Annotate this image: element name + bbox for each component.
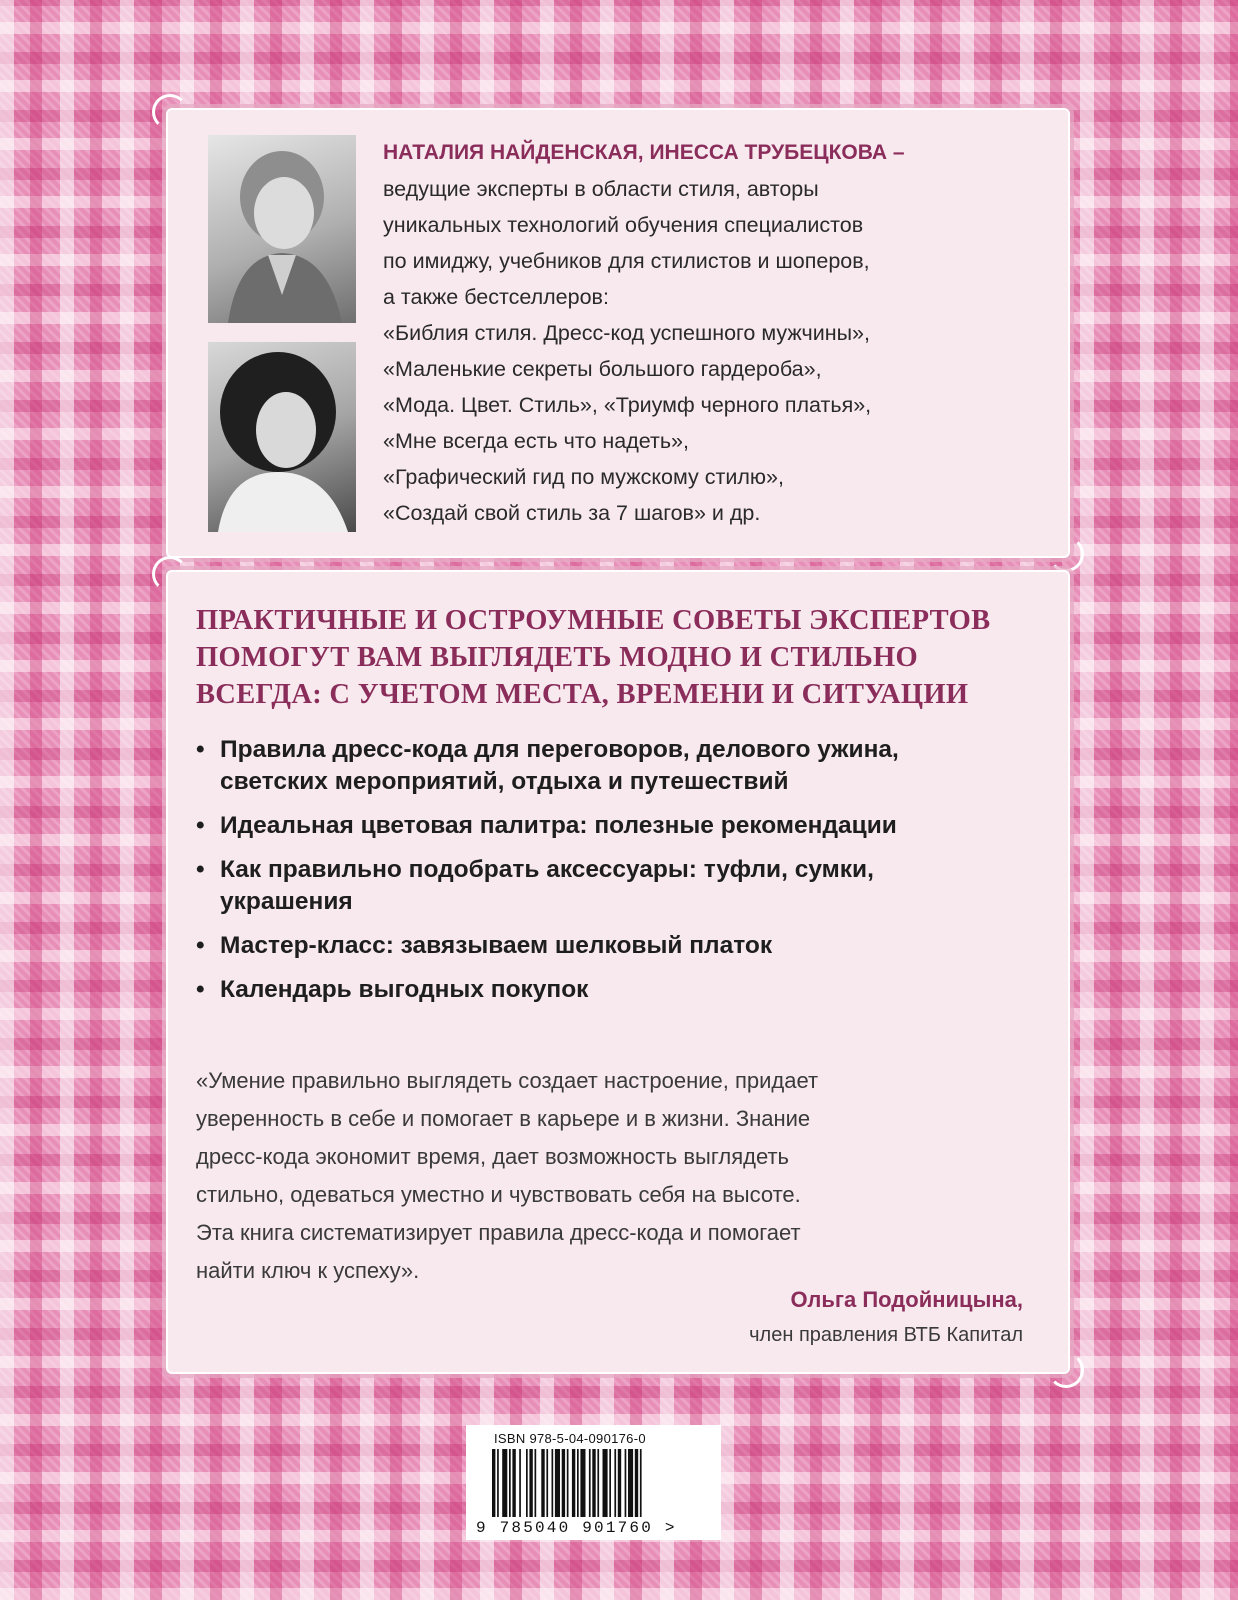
- headline-line: ПОМОГУТ ВАМ ВЫГЛЯДЕТЬ МОДНО И СТИЛЬНО: [196, 642, 918, 673]
- quote-line: «Умение правильно выглядеть создает настроение, придает: [196, 1068, 819, 1093]
- author-photo-2: [208, 342, 356, 532]
- bullet-icon: •: [196, 932, 205, 959]
- feature-text: Как правильно подобрать аксессуары: туфли, сумки,: [220, 856, 874, 883]
- feature-text: украшения: [220, 888, 353, 915]
- feature-item: [196, 810, 1046, 842]
- bullet-icon: •: [196, 812, 205, 839]
- headline-line: ПРАКТИЧНЫЕ И ОСТРОУМНЫЕ СОВЕТЫ ЭКСПЕРТОВ: [196, 605, 991, 636]
- bullet-icon: •: [196, 976, 205, 1003]
- content-panel: [168, 572, 1068, 1372]
- quote-line: стильно, одеваться уместно и чувствовать себя на высоте.: [196, 1182, 801, 1207]
- signature-name: Ольга Подойницына,: [790, 1287, 1023, 1312]
- feature-text: Мастер-класс: завязываем шелковый платок: [220, 932, 773, 959]
- feature-item: [196, 854, 1046, 918]
- barcode-icon: [492, 1449, 697, 1517]
- author-photo-1: [208, 135, 356, 323]
- headline-line: ВСЕГДА: С УЧЕТОМ МЕСТА, ВРЕМЕНИ И СИТУАЦИИ: [196, 679, 969, 710]
- feature-text: Идеальная цветовая палитра: полезные рекомендации: [220, 812, 897, 839]
- bio-line: «Мода. Цвет. Стиль», «Триумф черного платья»,: [383, 393, 872, 417]
- barcode-block: [466, 1425, 721, 1540]
- endorsement-quote: [196, 1062, 1056, 1290]
- feature-item: [196, 974, 1046, 1006]
- quote-line: уверенность в себе и помогает в карьере и в жизни. Знание: [196, 1106, 811, 1131]
- quote-line: Эта книга систематизирует правила дресс-кода и помогает: [196, 1220, 801, 1245]
- isbn-number: ISBN 978-5-04-090176-0: [494, 1431, 646, 1446]
- signature-role: член правления ВТБ Капитал: [749, 1324, 1023, 1346]
- feature-text: Правила дресс-кода для переговоров, делового ужина,: [220, 736, 899, 763]
- feature-list: [196, 734, 1046, 1018]
- bio-line: уникальных технологий обучения специалистов: [383, 213, 864, 237]
- author-portrait-2: [208, 342, 356, 532]
- author-portrait-1: [208, 135, 356, 323]
- bio-line: «Создай свой стиль за 7 шагов» и др.: [383, 501, 761, 525]
- headline: [196, 602, 1036, 713]
- feature-item: [196, 930, 1046, 962]
- bio-line: «Маленькие секреты большого гардероба»,: [383, 357, 822, 381]
- barcode-digits: 9 785040 901760 >: [476, 1519, 677, 1537]
- bio-line: «Графический гид по мужскому стилю»,: [383, 465, 784, 489]
- feature-text: Календарь выгодных покупок: [220, 976, 589, 1003]
- bullet-icon: •: [196, 736, 205, 763]
- authors-names: НАТАЛИЯ НАЙДЕНСКАЯ, ИНЕССА ТРУБЕЦКОВА –: [383, 141, 905, 164]
- bullet-icon: •: [196, 856, 205, 883]
- bio-line: «Мне всегда есть что надеть»,: [383, 429, 689, 453]
- bio-line: а также бестселлеров:: [383, 285, 609, 309]
- authors-panel: [168, 110, 1068, 556]
- bio-line: ведущие эксперты в области стиля, авторы: [383, 177, 819, 201]
- quote-line: дресс-кода экономит время, дает возможность выглядеть: [196, 1144, 790, 1169]
- bio-line: «Библия стиля. Дресс-код успешного мужчины»,: [383, 321, 870, 345]
- feature-item: [196, 734, 1046, 798]
- feature-text: светских мероприятий, отдыха и путешествий: [220, 768, 789, 795]
- bio-line: по имиджу, учебников для стилистов и шоперов,: [383, 249, 870, 273]
- quote-line: найти ключ к успеху».: [196, 1258, 420, 1283]
- authors-bio: [383, 135, 1043, 531]
